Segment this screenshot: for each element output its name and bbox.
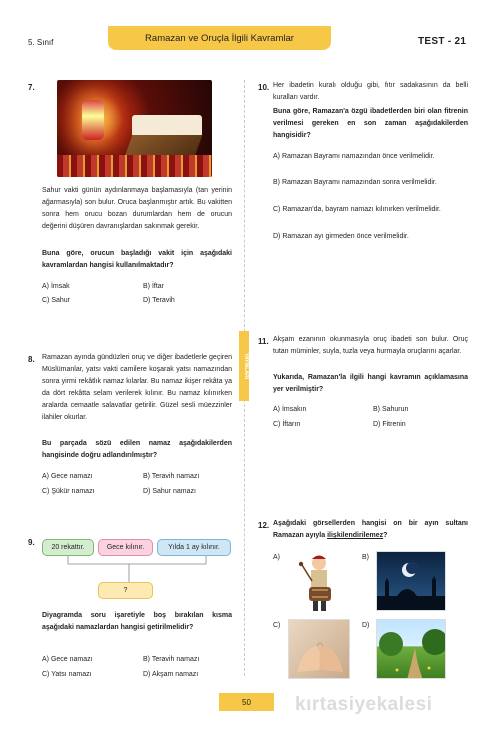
grade-label: 5. Sınıf — [28, 38, 54, 47]
question-11-prompt: Yukarıda, Ramazan'la ilgili hangi kavramın açıklamasına yer verilmiştir? — [273, 374, 468, 393]
question-8-option-c[interactable]: C) Şükür namazı — [42, 488, 95, 495]
drummer-icon — [288, 551, 350, 613]
question-11-option-a[interactable]: A) İmsakın — [273, 406, 307, 413]
quran-lantern-image — [57, 80, 212, 177]
page-title: Ramazan ve Oruçla İlgili Kavramlar — [108, 26, 331, 50]
option-d-nature-image[interactable] — [376, 619, 446, 679]
question-12-prompt-part1: Aşağıdaki görsellerden hangisi on bir ayın sultanı Ramazan ayıyla — [273, 520, 468, 539]
question-8-option-b[interactable]: B) Teravih namazı — [143, 473, 200, 480]
lantern-shape — [82, 100, 104, 140]
diagram-box-3: Yılda 1 ay kılınır. — [157, 539, 231, 556]
question-7-prompt: Buna göre, orucun başladığı vakit için aşağıdaki kavramlardan hangisi kullanılmaktadır? — [42, 250, 232, 269]
question-11-option-d[interactable]: D) Fitrenin — [373, 421, 406, 428]
question-8-option-a[interactable]: A) Gece namazı — [42, 473, 93, 480]
question-8-prompt: Bu parçada sözü edilen namaz aşağıdakilerden hangisinde doğru adlandırılmıştır? — [42, 440, 232, 459]
question-10-text: Her ibadetin kuralı olduğu gibi, fıtır sadakasının da belli kuralları vardır. — [273, 82, 468, 101]
option-b-mosque-night-image[interactable] — [376, 551, 446, 611]
quran-book-shape — [132, 115, 202, 137]
diagram-unknown-box: ? — [98, 582, 153, 599]
test-number: TEST - 21 — [418, 36, 467, 47]
option-a-label: A) — [273, 554, 280, 561]
rug-shape — [57, 155, 212, 177]
question-8-text: Ramazan ayında gündüzleri oruç ve diğer ibadetlerle geçiren Müslümanlar, yatsı vakti camilere koşarak yatsı namazından sonra yirmi rekâtlık namaz kılarlar. Bu namaz ikişer rekâta ya da dört rekâtta selam verilerek kılınır. Bu namaz kılınırken aralarda cemaatle salavatlar getirilir. Güzel sesli müezzinler ilahiler okurlar. — [42, 354, 232, 421]
question-12-prompt-part3: ? — [383, 532, 388, 539]
question-7-option-a[interactable]: A) İmsak — [42, 283, 70, 290]
question-10-number: 10. — [258, 83, 270, 92]
question-10-prompt: Buna göre, Ramazan'a özgü ibadetlerden biri olan fitrenin verilmesi gereken en son zaman aşağıdakilerden hangisidir? — [273, 108, 468, 139]
option-c-label: C) — [273, 622, 281, 629]
question-9-prompt: Diyagramda soru işaretiyle boş bırakılan kısma aşağıdaki namazlardan hangisi getirilmelidir? — [42, 612, 232, 631]
question-10-option-c[interactable]: C) Ramazan'da, bayram namazı kılınırken verilmelidir. — [273, 206, 441, 213]
question-7-text: Sahur vakti günün aydınlanmaya başlamasıyla (tan yerinin ağarmasıyla) son bulur. Oruca başlanmıştır artık. Bu vakitten sonra hem orucu bozan durumlardan hem de orucun değerini düşüren davranışlardan sakınmak gerekir. — [42, 187, 232, 230]
question-9-option-d[interactable]: D) Akşam namazı — [143, 671, 199, 678]
option-d-label: D) — [362, 622, 370, 629]
question-7-number: 7. — [28, 83, 35, 92]
diagram-box-1: 20 rekattır. — [42, 539, 94, 556]
mosque-crescent-icon — [377, 552, 446, 611]
question-10-option-d[interactable]: D) Ramazan ayı girmeden önce verilmelidir. — [273, 233, 409, 240]
question-9-option-a[interactable]: A) Gece namazı — [42, 656, 93, 663]
landscape-icon — [377, 620, 446, 679]
question-8-number: 8. — [28, 355, 35, 364]
question-8-option-d[interactable]: D) Sahur namazı — [143, 488, 196, 495]
option-c-praying-hands-image[interactable] — [288, 619, 350, 679]
question-11-option-b[interactable]: B) Sahurun — [373, 406, 409, 413]
question-11-text: Akşam ezanının okunmasıyla oruç ibadeti son bulur. Oruç tutan müminler, suyla, tuzla veya hurmayla oruçlarını açarlar. — [273, 336, 468, 355]
question-9-option-b[interactable]: B) Teravih namazı — [143, 656, 200, 663]
publisher-side-tag: YAYINLARI — [239, 331, 249, 401]
question-12-prompt-emphasis: ilişkilendirilemez — [327, 532, 384, 539]
option-a-drummer-image[interactable] — [288, 551, 350, 613]
question-11-number: 11. — [258, 337, 269, 346]
question-7-option-d[interactable]: D) Teravih — [143, 297, 175, 304]
question-7-option-c[interactable]: C) Sahur — [42, 297, 71, 304]
option-b-label: B) — [362, 554, 369, 561]
praying-hands-icon — [289, 620, 350, 679]
question-7-option-b[interactable]: B) İftar — [143, 283, 165, 290]
page-number: 50 — [219, 693, 274, 711]
watermark: kırtasiyekalesi — [295, 694, 433, 715]
question-12-prompt — [273, 518, 468, 542]
diagram-box-2: Gece kılınır. — [98, 539, 153, 556]
question-9-option-c[interactable]: C) Yatsı namazı — [42, 671, 92, 678]
question-11-option-c[interactable]: C) İftarın — [273, 421, 301, 428]
question-9-number: 9. — [28, 538, 35, 547]
question-10-option-b[interactable]: B) Ramazan Bayramı namazından sonra verilmelidir. — [273, 179, 437, 186]
question-10-option-a[interactable]: A) Ramazan Bayramı namazından önce verilmelidir. — [273, 153, 435, 160]
question-12-number: 12. — [258, 521, 270, 530]
